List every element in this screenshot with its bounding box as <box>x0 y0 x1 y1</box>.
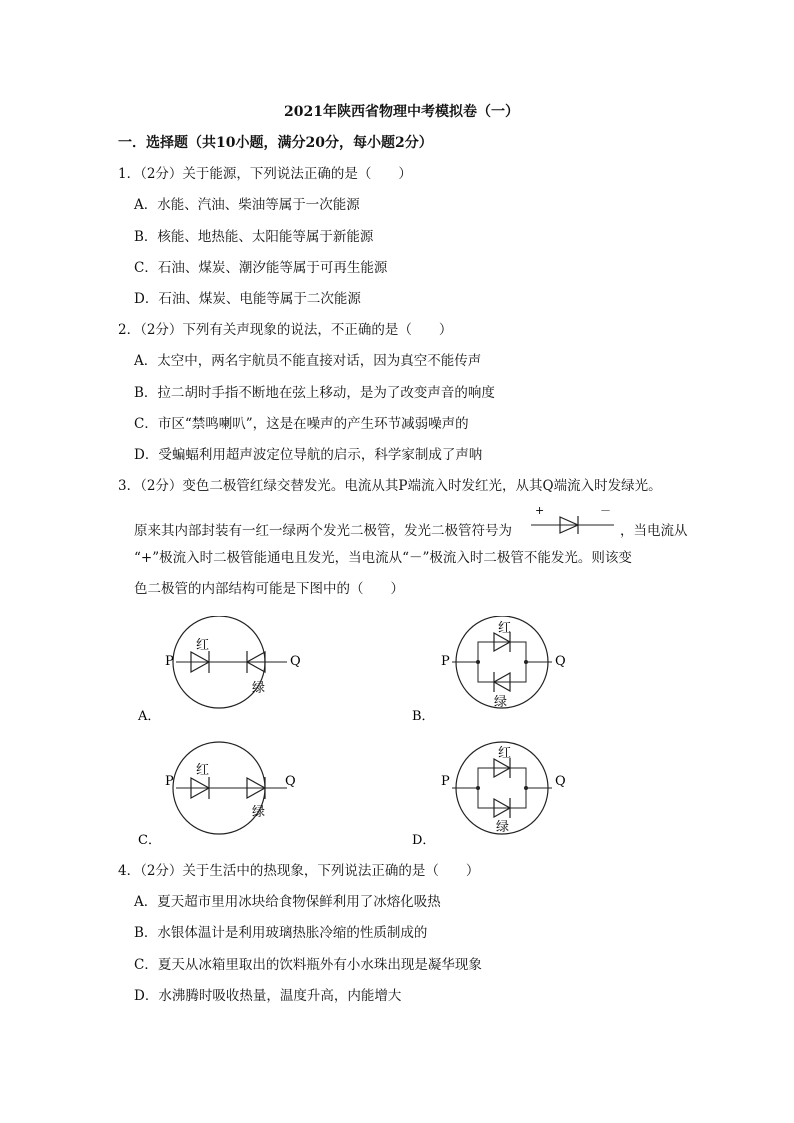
option-c-diagram <box>134 740 314 852</box>
option-a-diagram <box>134 616 314 728</box>
q3-line4: 色二极管的内部结构可能是下图中的（ ） <box>134 581 404 597</box>
option-c-label: C． <box>138 833 161 848</box>
symbol-minus: － <box>600 504 611 517</box>
option-b-p-label: P <box>441 654 450 669</box>
q1-option-a: A．水能、汽油、柴油等属于一次能源 <box>134 197 360 213</box>
q3-line2b: ，当电流从 <box>620 523 688 539</box>
option-a-p-label: P <box>165 654 174 669</box>
option-d-p-label: P <box>441 774 450 789</box>
q2-option-c: C．市区“禁鸣喇叭”，这是在噪声的产生环节减弱噪声的 <box>134 416 469 432</box>
option-d-red-label: 红 <box>498 746 512 761</box>
option-c-q-label: Q <box>285 774 296 789</box>
option-a-label: A． <box>138 709 161 724</box>
q4-option-b: B．水银体温计是利用玻璃热胀冷缩的性质制成的 <box>134 925 428 941</box>
option-c-green-label: 绿 <box>252 805 266 820</box>
section-heading: 一．选择题（共10小题，满分20分，每小题2分） <box>118 135 433 151</box>
q1-option-c: C．石油、煤炭、潮汐能等属于可再生能源 <box>134 260 388 276</box>
option-b-diagram <box>410 616 590 728</box>
option-d-label: D． <box>412 833 436 848</box>
option-b-q-label: Q <box>555 654 566 669</box>
option-a-red-label: 红 <box>196 638 210 653</box>
q2-option-d: D．受蝙蝠利用超声波定位导航的启示，科学家制成了声呐 <box>134 447 483 463</box>
q2-option-a: A．太空中，两名宇航员不能直接对话，因为真空不能传声 <box>134 353 482 369</box>
q3-line1: 3．（2分）变色二极管红绿交替发光。电流从其P端流入时发红光，从其Q端流入时发绿光。 <box>118 478 662 494</box>
exam-title: 2021年陕西省物理中考模拟卷（一） <box>284 104 519 120</box>
symbol-plus: + <box>535 504 545 517</box>
option-c-p-label: P <box>165 774 174 789</box>
option-c-red-label: 红 <box>196 763 210 778</box>
q2-stem: 2．（2分）下列有关声现象的说法，不正确的是（ ） <box>118 322 453 338</box>
q4-option-c: C．夏天从冰箱里取出的饮料瓶外有小水珠出现是凝华现象 <box>134 957 482 973</box>
option-d-diagram <box>410 740 590 852</box>
option-d-q-label: Q <box>555 774 566 789</box>
q2-option-b: B．拉二胡时手指不断地在弦上移动，是为了改变声音的响度 <box>134 385 495 401</box>
q4-option-a: A．夏天超市里用冰块给食物保鲜利用了冰熔化吸热 <box>134 894 441 910</box>
q1-option-d: D．石油、煤炭、电能等属于二次能源 <box>134 291 361 307</box>
q3-line3: “+”极流入时二极管能通电且发光，当电流从“－”极流入时二极管不能发光。则该变 <box>134 550 632 566</box>
diode-symbol-icon <box>528 500 618 540</box>
q4-stem: 4．（2分）关于生活中的热现象，下列说法正确的是（ ） <box>118 863 480 879</box>
q1-stem: 1．（2分）关于能源，下列说法正确的是（ ） <box>118 166 412 182</box>
option-b-green-label: 绿 <box>494 695 508 710</box>
option-d-green-label: 绿 <box>496 820 510 835</box>
q4-option-d: D．水沸腾时吸收热量，温度升高，内能增大 <box>134 988 402 1004</box>
option-b-label: B． <box>412 709 435 724</box>
option-a-q-label: Q <box>290 654 301 669</box>
q3-line2a: 原来其内部封装有一红一绿两个发光二极管，发光二极管符号为 <box>134 523 512 539</box>
option-a-green-label: 绿 <box>252 681 266 696</box>
q1-option-b: B．核能、地热能、太阳能等属于新能源 <box>134 229 374 245</box>
option-b-red-label: 红 <box>498 621 512 636</box>
